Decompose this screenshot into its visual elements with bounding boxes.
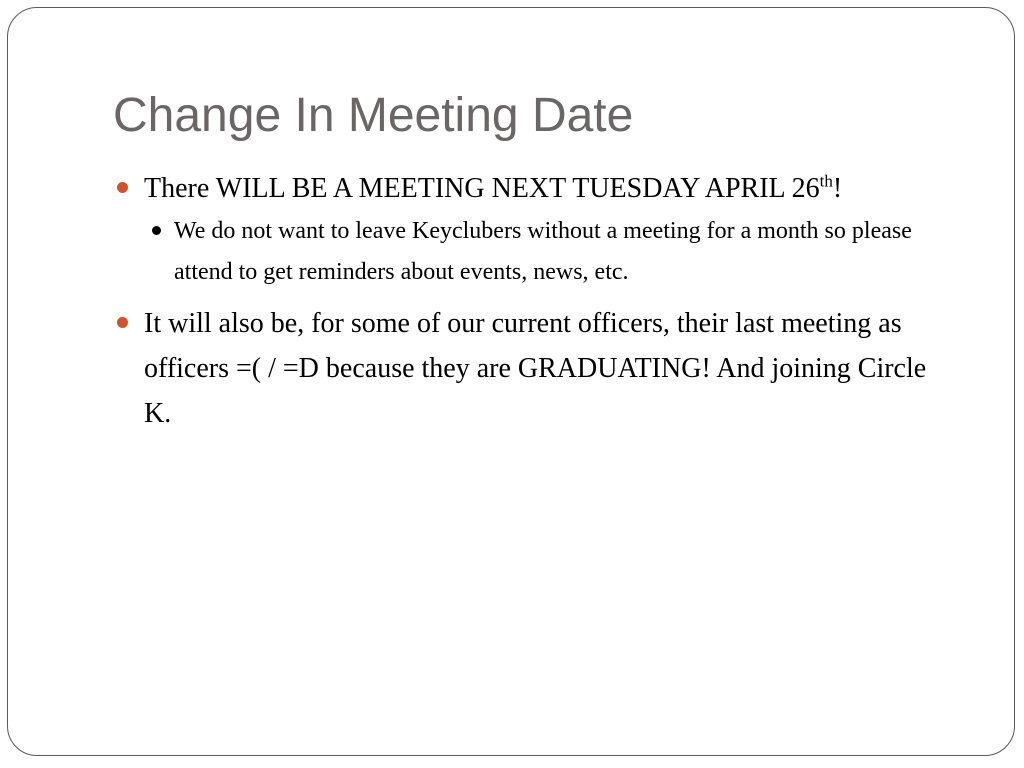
bullet-dot-icon <box>117 317 128 328</box>
ordinal-suffix: th <box>819 171 833 191</box>
sub-bullet-item-reminder <box>144 211 934 293</box>
bullet-list <box>113 166 933 436</box>
slide-title: Change In Meeting Date <box>113 89 634 142</box>
bullet-item-graduating <box>113 301 933 436</box>
bullet-text-meeting <box>144 173 842 204</box>
sub-bullet-dot-icon <box>152 226 161 235</box>
sub-bullet-list <box>144 211 933 293</box>
exclamation-mark: ! <box>832 173 843 204</box>
bullet-item-meeting <box>113 166 933 293</box>
sub-bullet-text-reminder: We do not want to leave Keyclubers without a meeting for a month so please attend to get reminders about events, news, etc. <box>174 218 912 285</box>
meeting-announcement-text: There WILL BE A MEETING NEXT TUESDAY APRIL 26 <box>144 173 820 204</box>
bullet-text-graduating: It will also be, for some of our current officers, their last meeting as officers =( / =D because they are GRADUATING! And joining Circle K. <box>144 308 927 429</box>
bullet-dot-icon <box>117 182 128 193</box>
